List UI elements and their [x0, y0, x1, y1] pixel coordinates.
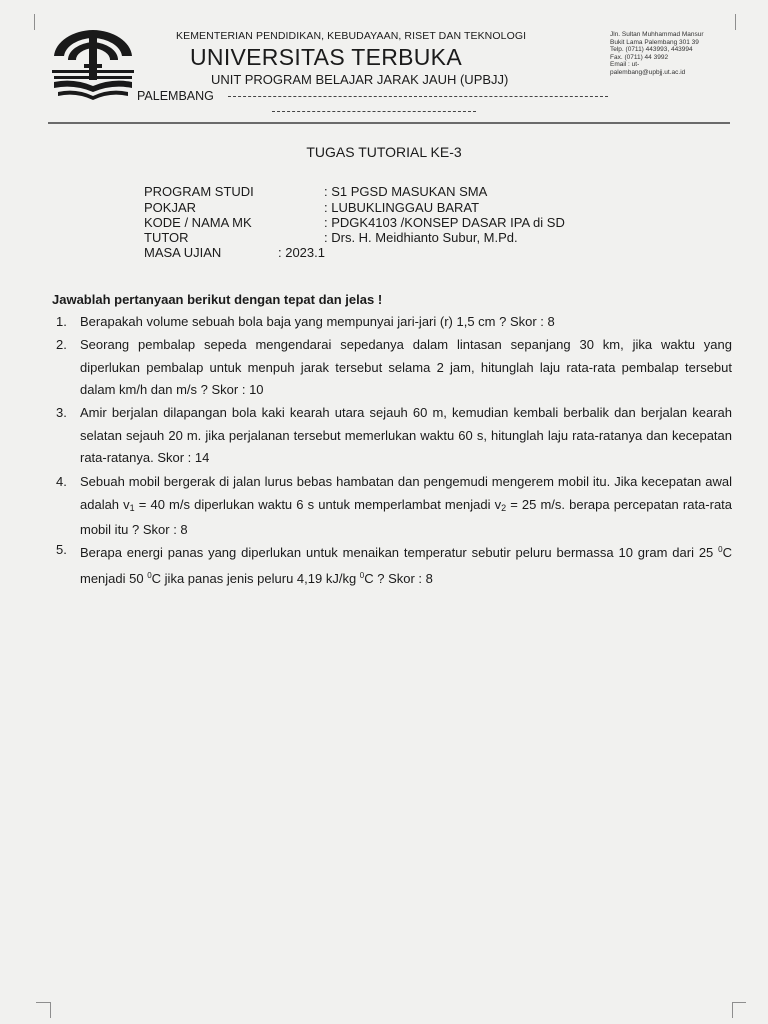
meta-label: TUTOR [144, 230, 189, 245]
meta-value: : LUBUKLINGGAU BARAT [324, 200, 480, 215]
question-text-part: = 40 m/s diperlukan waktu 6 s untuk memperlambat menjadi [134, 496, 495, 512]
velocity-symbol: v [123, 496, 130, 512]
crop-mark-bottom-right-v [732, 1002, 733, 1018]
meta-value: : 2023.1 [278, 245, 325, 260]
address-line: palembang@upbjj.ut.ac.id [610, 68, 686, 76]
crop-mark-top-right [735, 14, 736, 30]
meta-value: : PDGK4103 /KONSEP DASAR IPA di SD [324, 215, 565, 230]
question-2 [56, 334, 732, 402]
university-name: UNIVERSITAS TERBUKA [190, 44, 462, 70]
university-logo-icon [48, 26, 138, 106]
crop-mark-bottom-left-v [50, 1002, 51, 1018]
meta-label: KODE / NAMA MK [144, 215, 252, 230]
question-number: 4. [56, 474, 67, 489]
superscript: 0 [147, 570, 152, 580]
question-text: Berapakah volume sebuah bola baja yang mempunyai jari-jari (r) 1,5 cm ? Skor : 8 [80, 314, 555, 329]
crop-mark-top-left [34, 14, 35, 30]
meta-label: POKJAR [144, 200, 197, 215]
address-line: Jln. Sultan Muhhammad Mansur [610, 31, 704, 38]
question-text: Seorang pembalap sepeda mengendarai sepedanya dalam lintasan sepanjang 30 km, jika waktu yang diperlukan pembalap untuk menpuh jarak tersebut selama 2 jam, hitunglah laju rata-rata pembalap tersebut dalam km/h dan m/s ? Skor : 10 [80, 337, 732, 397]
question-text-part: C menjadi 50 [80, 545, 732, 586]
subscript: 1 [129, 502, 135, 513]
address-line: Fax. (0711) 44 3992 [610, 53, 669, 61]
question-text-part: = 25 m/s. berapa percepatan rata-rata mobil itu ? Skor : 8 [80, 496, 733, 537]
question-number: 3. [56, 405, 67, 420]
question-text-part: Berapa energi panas yang diperlukan untuk menaikan temperatur sebutir peluru bermassa 10 gram dari 25 [80, 545, 719, 560]
superscript: 0 [718, 545, 723, 554]
question-number: 1. [56, 314, 67, 329]
question-text [80, 471, 732, 542]
question-3 [56, 402, 732, 470]
question-text-part: C jika panas jenis peluru 4,19 kJ/kg [151, 570, 360, 586]
question-5 [56, 539, 732, 590]
question-1 [56, 311, 732, 334]
velocity-symbol: v [494, 496, 502, 512]
address-line: Bukit Lama Palembang 301 39 [610, 38, 699, 46]
subscript: 2 [501, 502, 507, 513]
question-number: 5. [56, 542, 67, 557]
header-divider [48, 122, 730, 124]
crop-mark-bottom-left [36, 1002, 50, 1003]
address-line: Email : ut- [610, 61, 640, 68]
question-text-part: Sebuah mobil bergerak di jalan lurus bebas hambatan dan pengemudi mengerem mobil itu. Jika kecepatan awal adalah [80, 474, 732, 512]
dashed-line [228, 96, 608, 97]
dashed-line [272, 111, 476, 112]
document-title: TUGAS TUTORIAL KE-3 [306, 144, 462, 160]
address-block [610, 31, 704, 76]
meta-value: : Drs. H. Meidhianto Subur, M.Pd. [324, 230, 518, 245]
meta-label: MASA UJIAN [144, 245, 222, 260]
meta-label: PROGRAM STUDI [144, 184, 254, 199]
unit-name: UNIT PROGRAM BELAJAR JARAK JAUH (UPBJJ) [211, 72, 509, 87]
question-text: Amir berjalan dilapangan bola kaki kearah utara sejauh 60 m, kemudian kembali berbalik dan berjalan kearah selatan sejauh 20 m. jika perjalanan tersebut memerlukan waktu 60 s, hitunglah laju rata-ratanya dan kecepatan rata-ratanya. Skor : 14 [80, 405, 732, 465]
question-text-part: C ? Skor : 8 [364, 570, 433, 586]
city-name: PALEMBANG [137, 89, 214, 103]
instruction-text: Jawablah pertanyaan berikut dengan tepat dan jelas ! [52, 292, 383, 307]
crop-mark-bottom-right [732, 1002, 746, 1003]
question-4 [56, 471, 732, 542]
question-number: 2. [56, 337, 67, 352]
meta-value: : S1 PGSD MASUKAN SMA [324, 184, 488, 199]
question-text [80, 539, 732, 590]
address-line: Telp. (0711) 443993, 443994 [610, 46, 693, 53]
superscript: 0 [359, 570, 365, 580]
ministry-name: KEMENTERIAN PENDIDIKAN, KEBUDAYAAN, RISET DAN TEKNOLOGI [176, 30, 527, 42]
